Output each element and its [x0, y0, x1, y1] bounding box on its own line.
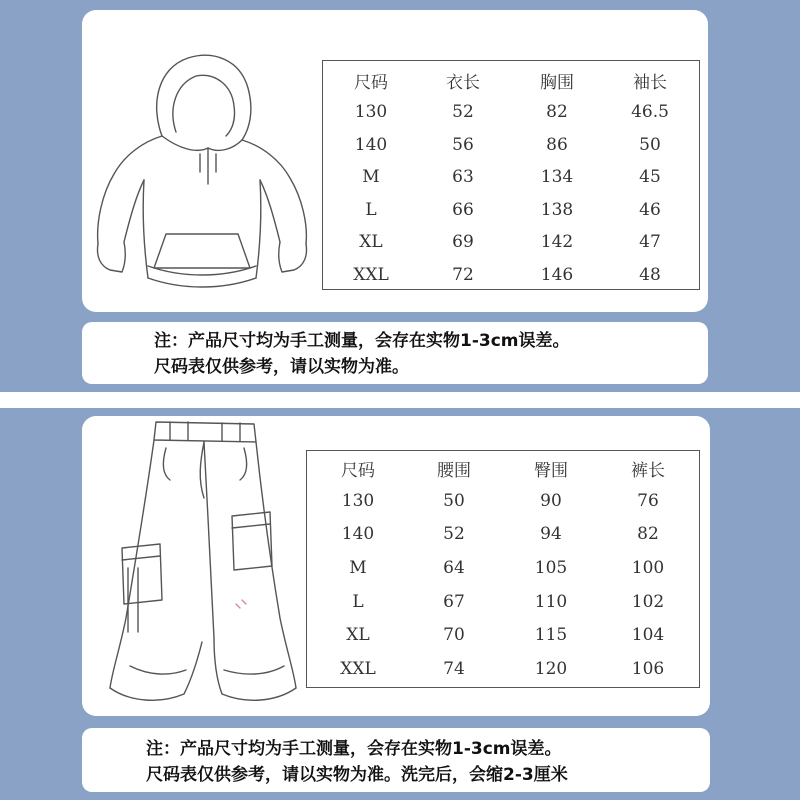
table-cell: 46.5 [631, 102, 669, 123]
table-cell: 100 [631, 557, 665, 578]
table-cell: 110 [534, 591, 568, 612]
table-cell: 140 [354, 134, 388, 155]
header-cell: 袖长 [633, 72, 667, 93]
table-cell: 104 [631, 625, 665, 646]
table-cell: 146 [540, 264, 574, 285]
top-size-table [326, 64, 696, 291]
table-cell: 74 [443, 658, 465, 679]
table-cell: 130 [341, 490, 375, 511]
note-line: 尺码表仅供参考，请以实物为准。 [154, 357, 409, 377]
table-cell: 134 [540, 167, 574, 188]
table-cell: 50 [443, 490, 465, 511]
table-cell: XXL [353, 264, 389, 285]
table-cell: 63 [452, 167, 474, 188]
table-cell: 115 [534, 625, 568, 646]
table-cell: 70 [443, 625, 465, 646]
table-row [326, 226, 696, 259]
note-line: 尺码表仅供参考，请以实物为准。洗完后，会缩2-3厘米 [146, 765, 568, 785]
table-cell: XXL [340, 658, 376, 679]
cargo-pants-icon [100, 418, 310, 710]
table-cell: XL [359, 232, 383, 253]
table-cell: 90 [540, 490, 562, 511]
table-cell: 72 [452, 264, 474, 285]
table-cell: 46 [639, 199, 661, 220]
table-cell: M [362, 167, 380, 188]
table-row [326, 259, 696, 292]
table-cell: 130 [354, 102, 388, 123]
header-cell: 胸围 [540, 72, 574, 93]
top-note [154, 328, 570, 380]
table-cell: M [349, 557, 367, 578]
table-cell: L [365, 199, 377, 220]
table-cell: 64 [443, 557, 465, 578]
hoodie-icon [92, 44, 318, 298]
header-cell: 尺码 [354, 72, 388, 93]
table-cell: 102 [631, 591, 665, 612]
table-cell: 52 [452, 102, 474, 123]
header-cell: 衣长 [446, 72, 480, 93]
table-row [310, 652, 696, 686]
table-row [310, 551, 696, 585]
table-row [326, 194, 696, 227]
header-cell: 臀围 [534, 460, 568, 481]
table-cell: 52 [443, 524, 465, 545]
table-cell: 56 [452, 134, 474, 155]
table-cell: 142 [540, 232, 574, 253]
table-row [310, 484, 696, 518]
table-cell: 138 [540, 199, 574, 220]
table-cell: 106 [631, 658, 665, 679]
table-cell: 47 [639, 232, 661, 253]
table-row [326, 96, 696, 129]
table-cell: 140 [341, 524, 375, 545]
header-cell: 腰围 [437, 460, 471, 481]
bottom-note [146, 736, 568, 788]
table-cell: 66 [452, 199, 474, 220]
table-row [326, 129, 696, 162]
table-row [310, 518, 696, 552]
table-cell: 67 [443, 591, 465, 612]
table-cell: 45 [639, 167, 661, 188]
table-row [326, 161, 696, 194]
table-cell: 120 [534, 658, 568, 679]
table-cell: 86 [546, 134, 568, 155]
header-cell: 尺码 [341, 460, 375, 481]
table-cell: 76 [637, 490, 659, 511]
table-row [310, 585, 696, 619]
table-cell: 50 [639, 134, 661, 155]
table-cell: 94 [540, 524, 562, 545]
table-cell: 48 [639, 264, 661, 285]
table-row [310, 618, 696, 652]
table-cell: 82 [546, 102, 568, 123]
table-cell: 105 [534, 557, 568, 578]
note-line: 注：产品尺寸均为手工测量，会存在实物1-3cm误差。 [154, 331, 570, 351]
table-cell: 82 [637, 524, 659, 545]
header-cell: 裤长 [631, 460, 665, 481]
table-cell: XL [346, 625, 370, 646]
table-cell: L [352, 591, 364, 612]
note-line: 注：产品尺寸均为手工测量，会存在实物1-3cm误差。 [146, 739, 562, 759]
bottom-size-table [310, 452, 696, 686]
table-cell: 69 [452, 232, 474, 253]
